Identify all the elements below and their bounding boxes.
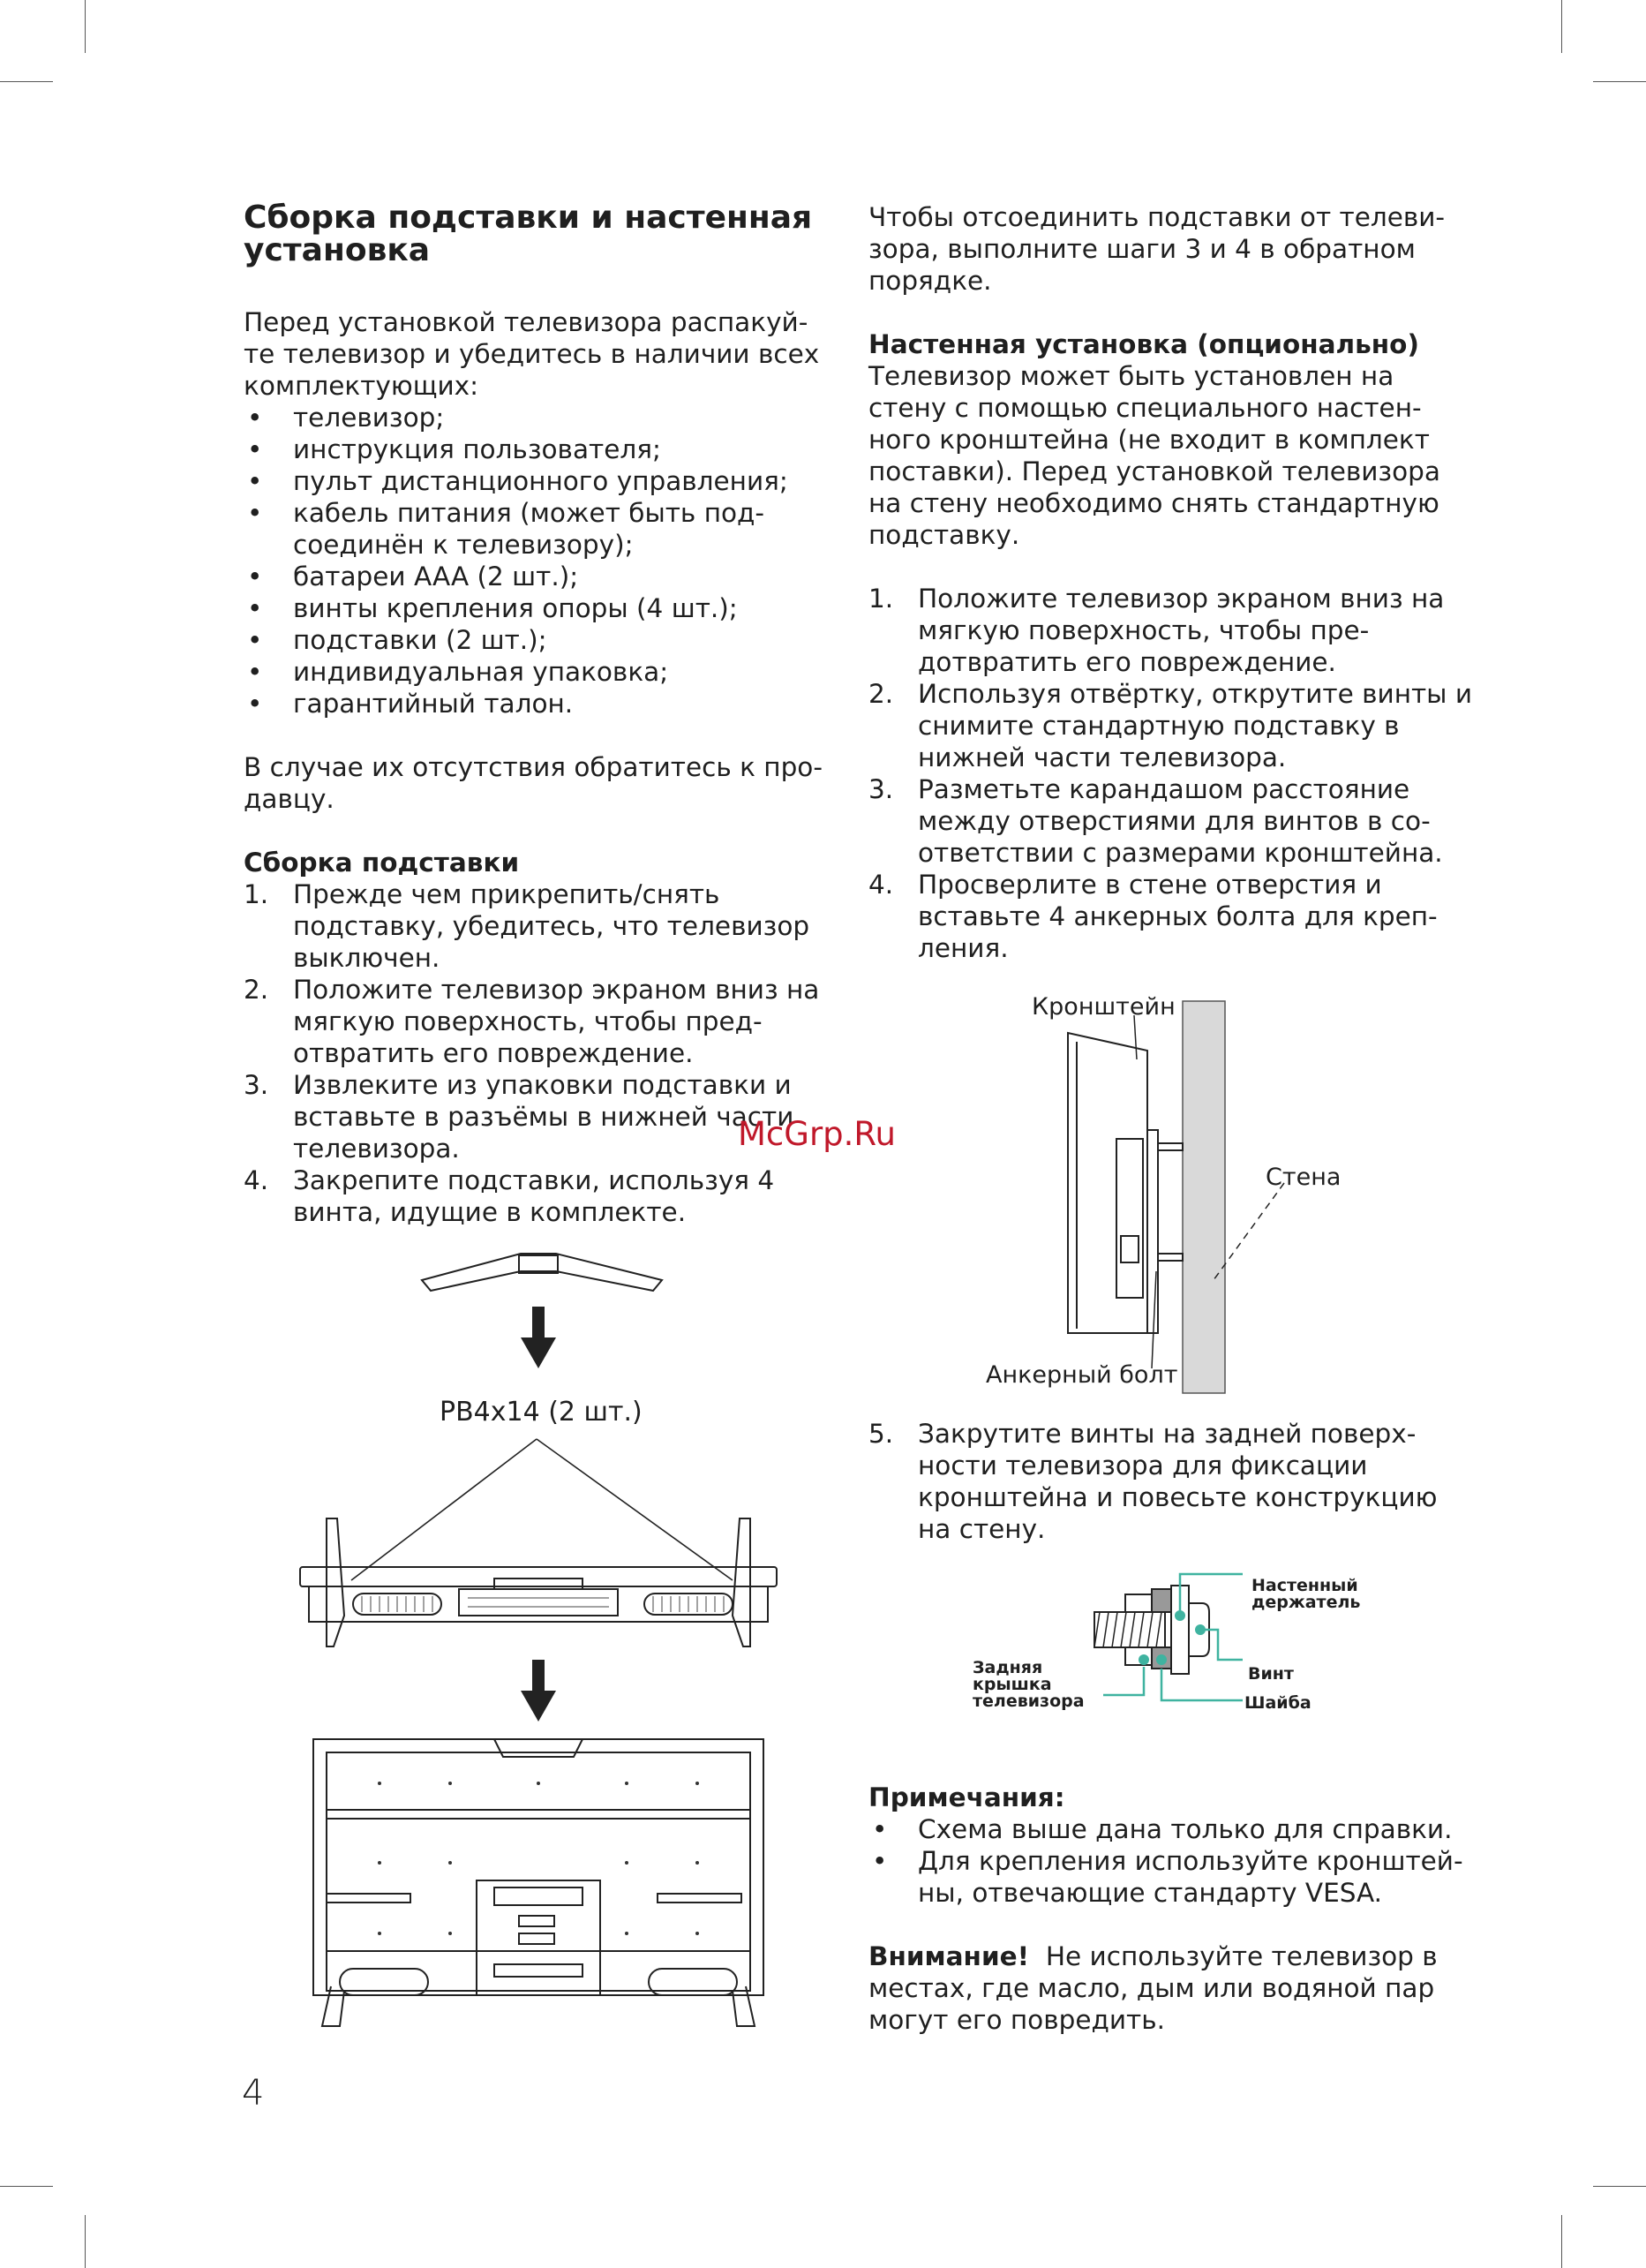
list-item: • телевизор; (244, 402, 826, 433)
wall-steps (868, 583, 1477, 964)
step5-block (868, 1418, 1477, 1545)
step-text: Положите телевизор экраном вниз на мягкую поверхность, чтобы пре-дотвратить его повреждение. (918, 584, 1445, 677)
step-number: 4. (868, 870, 894, 900)
crop-mark (1593, 81, 1646, 82)
tv-bottom-view (300, 1518, 777, 1646)
step-text: Используя отвёртку, открутите винты и снимите стандартную подставку в нижней части телевизора. (918, 679, 1473, 772)
right-column (868, 201, 1477, 964)
arrow-down-icon (521, 1660, 556, 1722)
stand-icon (422, 1254, 662, 1291)
wall-section-title: Настенная установка (опционально) (868, 329, 1419, 359)
missing-text: В случае их отсутствия обратитесь к про-давцу. (244, 752, 823, 814)
list-item: • гарантийный талон. (244, 688, 826, 720)
screw-icon (1094, 1586, 1209, 1674)
arrow-down-icon (521, 1307, 556, 1368)
step-number: 4. (244, 1165, 269, 1195)
step-text: Закрутите винты на задней поверх-ности телевизора для фиксации кронштейна и повесьте конструкцию на стену. (918, 1419, 1438, 1544)
step-number: 1. (868, 584, 894, 614)
note-item: • Схема выше дана только для справки. (868, 1813, 1477, 1845)
step-text: Закрепите подставки, используя 4 винта, идущие в комплекте. (293, 1165, 775, 1227)
step-number: 2. (868, 679, 894, 709)
washer-label: Шайба (1244, 1693, 1312, 1713)
crop-mark (1561, 2215, 1562, 2268)
screw-spec-label: PB4x14 (2 шт.) (440, 1397, 643, 1428)
bracket-label: Кронштейн (1032, 993, 1176, 1021)
wall-shape (1183, 1001, 1225, 1393)
note-item: • Для крепления используйте кронштей-ны, отвечающие стандарту VESA. (868, 1845, 1477, 1909)
stand-assembly-diagram (291, 1245, 785, 2039)
step-item (244, 1164, 826, 1228)
step-text: Разметьте карандашом расстояние между отверстиями для винтов в со-ответствии с размерами кронштейна. (918, 774, 1443, 868)
step-text: Просверлите в стене отверстия и вставьте 4 анкерных болта для креп-ления. (918, 870, 1438, 963)
detach-text: Чтобы отсоединить подставки от телеви-зора, выполните шаги 3 и 4 в обратном порядке. (868, 202, 1446, 296)
list-item: • пульт дистанционного управления; (244, 465, 826, 497)
step-number: 2. (244, 975, 269, 1005)
holder-label: Настенный держатель (1251, 1576, 1361, 1612)
step-number: 3. (244, 1070, 269, 1100)
intro-text: Перед установкой телевизора распакуй-те телевизор и убедитесь в наличии всех комплектующих: (244, 307, 820, 401)
list-item: • батареи AAA (2 шт.); (244, 561, 826, 592)
list-item: • винты крепления опоры (4 шт.); (244, 592, 826, 624)
list-item: • инструкция пользователя; (244, 433, 826, 465)
crop-mark (85, 2215, 86, 2268)
list-item: • подставки (2 шт.); (244, 624, 826, 656)
step-text: Извлеките из упаковки подставки и вставьте в разъёмы в нижней части телевизора. (293, 1070, 794, 1164)
warning-label: Внимание! (868, 1941, 1030, 1971)
screw-label: Винт (1248, 1664, 1294, 1684)
list-item: • кабель питания (может быть под-соединён к телевизору); (244, 497, 826, 561)
crop-mark (85, 0, 86, 53)
step-number: 1. (244, 879, 269, 909)
back-cover-label: Задняя крышка телевизора (973, 1658, 1085, 1711)
stand-section-title: Сборка подставки (244, 848, 520, 878)
warning-text (868, 1940, 1477, 2036)
notes-block (868, 1782, 1477, 2036)
tv-side-view (1068, 1033, 1183, 1333)
step-item (868, 583, 1477, 678)
left-column (244, 201, 826, 1228)
package-list (244, 402, 826, 720)
wall-label: Стена (1266, 1164, 1342, 1191)
wall-mount-diagram (1033, 989, 1297, 1395)
step-item (868, 773, 1477, 869)
crop-mark (1561, 0, 1562, 53)
wall-intro: Телевизор может быть установлен на стену с помощью специального настен-ного кронштейна (не входит в комплект поставки). Перед установкой телевизора на стену необходимо снять стандартную подставку. (868, 361, 1440, 550)
anchor-bolt-label: Анкерный болт (986, 1361, 1178, 1389)
stand-steps (244, 878, 826, 1228)
step-number: 3. (868, 774, 894, 804)
page-number: 4 (242, 2073, 265, 2114)
crop-mark (1593, 2186, 1646, 2187)
list-item: • индивидуальная упаковка; (244, 656, 826, 688)
step-item (244, 878, 826, 974)
step-text: Прежде чем прикрепить/снять подставку, убедитесь, что телевизор выключен. (293, 879, 810, 973)
step-item (868, 1418, 1477, 1545)
step-item (868, 869, 1477, 964)
step-item (868, 678, 1477, 773)
crop-mark (0, 81, 53, 82)
warning-body: Не используйте телевизор в местах, где масло, дым или водяной пар могут его повредить. (868, 1941, 1438, 2035)
step-number: 5. (868, 1419, 894, 1449)
crop-mark (0, 2186, 53, 2187)
watermark: McGrp.Ru (738, 1115, 896, 1153)
step-item (244, 974, 826, 1069)
step-text: Положите телевизор экраном вниз на мягкую поверхность, чтобы пред-отвратить его повреждение. (293, 975, 820, 1068)
notes-title: Примечания: (868, 1782, 1065, 1812)
page-title: Сборка подставки и настенная установка (244, 200, 813, 268)
